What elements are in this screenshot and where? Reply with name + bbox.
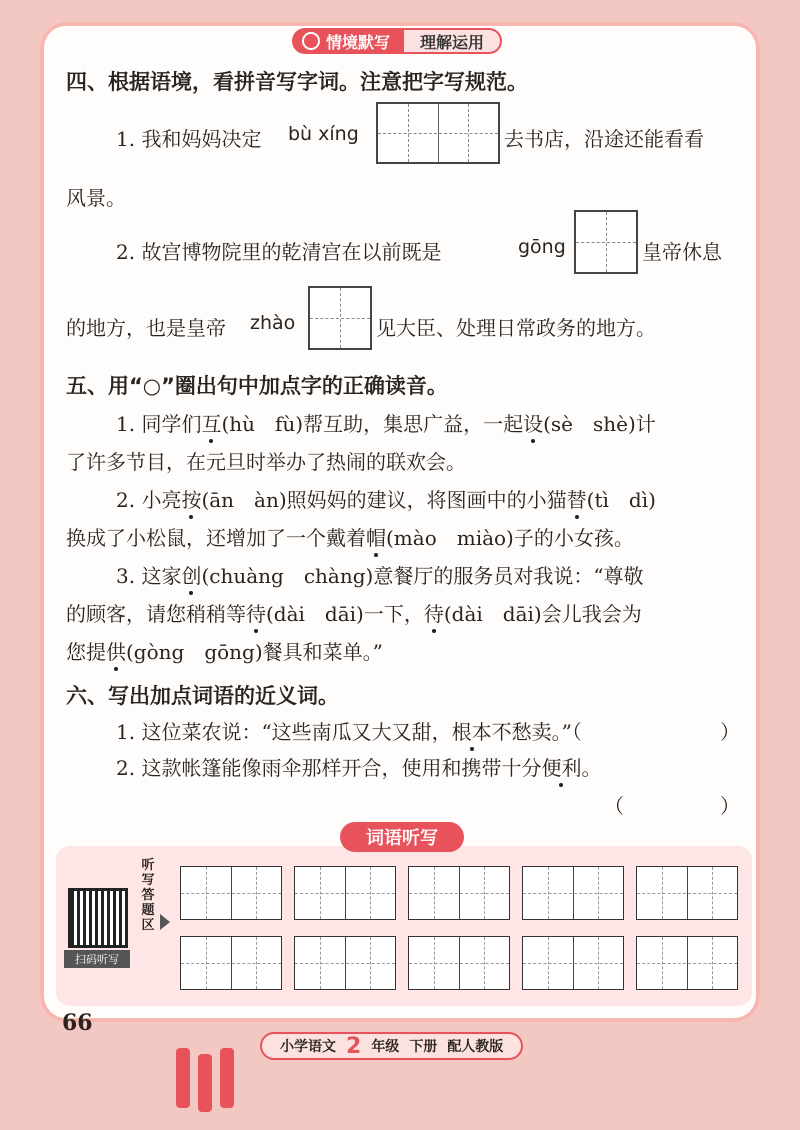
s4-q1-text-c: 风景。 [66,186,126,210]
dictation-grid[interactable] [180,866,282,920]
dictation-grid[interactable] [636,866,738,920]
s4-q1-text-b: 去书店，沿途还能看看 [504,127,704,151]
s6-q2-paren-left[interactable]: （ [604,794,624,818]
dotted-char: 设 [523,412,544,436]
dictation-grid[interactable] [408,866,510,920]
dotted-word: 根本 [451,720,492,744]
s4-q2-text-a: 2. 故宫博物院里的乾清宫在以前既是 [116,240,442,264]
s5-line5: 3. 这家创(chuàng chàng)意餐厅的服务员对我说：“尊敬 [116,564,644,588]
dictation-grid[interactable] [180,936,282,990]
s4-q2-text-d: 见大臣、处理日常政务的地方。 [376,316,656,340]
dotted-char: 待 [246,602,266,626]
dotted-char: 供 [106,640,126,664]
term-label: 下册 [409,1039,438,1055]
dotted-char: 待 [423,602,444,626]
dotted-char: 按 [181,488,202,512]
decorative-ribbon-icon [176,1048,236,1114]
s5-line6: 的顾客，请您稍稍等待(dài dāi)一下，待(dài dāi)会儿我会为 [66,602,642,626]
dotted-char: 替 [566,488,587,512]
dictation-grid[interactable] [522,866,624,920]
s6-q1-paren-right: ） [720,720,740,744]
scan-label: 扫码听写 [64,950,130,968]
dictation-title: 词语听写 [340,822,464,852]
book-info-badge [260,1032,523,1060]
tab-understanding[interactable] [404,28,502,54]
dictation-grid[interactable] [408,936,510,990]
dotted-char: 互 [201,412,222,436]
grade-label: 年级 [371,1039,400,1055]
tab-situational-dictation[interactable] [292,28,404,54]
s4-q2-text-b: 皇帝休息 [642,240,722,264]
tab-a-label: 情境默写 [326,32,391,52]
dotted-char: 创 [181,564,202,588]
s5-line7: 您提供(gòng gōng)餐具和菜单。” [66,640,383,664]
arrow-right-icon [160,914,170,930]
s4-q1-answer-grid[interactable] [376,102,500,164]
section5-title: 五、用“○”圈出句中加点字的正确读音。 [66,374,448,398]
dotted-char: 帽 [366,526,386,550]
s6-q2: 2. 这款帐篷能像雨伞那样开合，使用和携带十分便利。 [116,756,602,780]
dictation-panel [56,846,752,1006]
s4-q2-pinyin-2: zhào [250,312,296,334]
tab-b-label: 理解运用 [420,32,485,52]
s5-line4: 换成了小松鼠，还增加了一个戴着帽(mào miào)子的小女孩。 [66,526,634,550]
s5-line1: 1. 同学们互(hù fù)帮互助，集思广益，一起设(sè shè)计 [116,412,656,436]
s5-line3: 2. 小亮按(ān àn)照妈妈的建议，将图画中的小猫替(tì dì) [116,488,656,512]
dictation-grid[interactable] [636,936,738,990]
dictation-area-label: 听写答题区 [141,858,155,933]
section4-title: 四、根据语境，看拼音写字词。注意把字写规范。 [66,70,528,94]
s6-q2-paren-right: ） [720,794,740,818]
header-tabs [292,28,502,54]
grade-number: 2 [346,1033,362,1059]
qr-code-icon[interactable] [68,888,128,948]
dictation-grid[interactable] [294,866,396,920]
clock-icon [302,32,320,50]
s4-q2-text-c: 的地方，也是皇帝 [66,316,226,340]
s4-q2-answer-grid-2[interactable] [308,286,372,350]
edition-label: 配人教版 [447,1039,504,1055]
subject-label: 小学语文 [280,1039,336,1055]
s4-q2-pinyin: gōng [518,236,566,258]
s5-line2: 了许多节目，在元旦时举办了热闹的联欢会。 [66,450,466,474]
s4-q2-answer-grid-1[interactable] [574,210,638,274]
s4-q1-pinyin: bù xíng [288,123,359,145]
dotted-word: 便利 [541,756,582,780]
page-number: 66 [62,1010,93,1036]
s6-q1: 1. 这位菜农说：“这些南瓜又大又甜，根本不愁卖。”（ [116,720,582,744]
dictation-grid[interactable] [522,936,624,990]
section6-title: 六、写出加点词语的近义词。 [66,684,339,708]
dictation-grid[interactable] [294,936,396,990]
s4-q1-text-a: 1. 我和妈妈决定 [116,127,262,151]
